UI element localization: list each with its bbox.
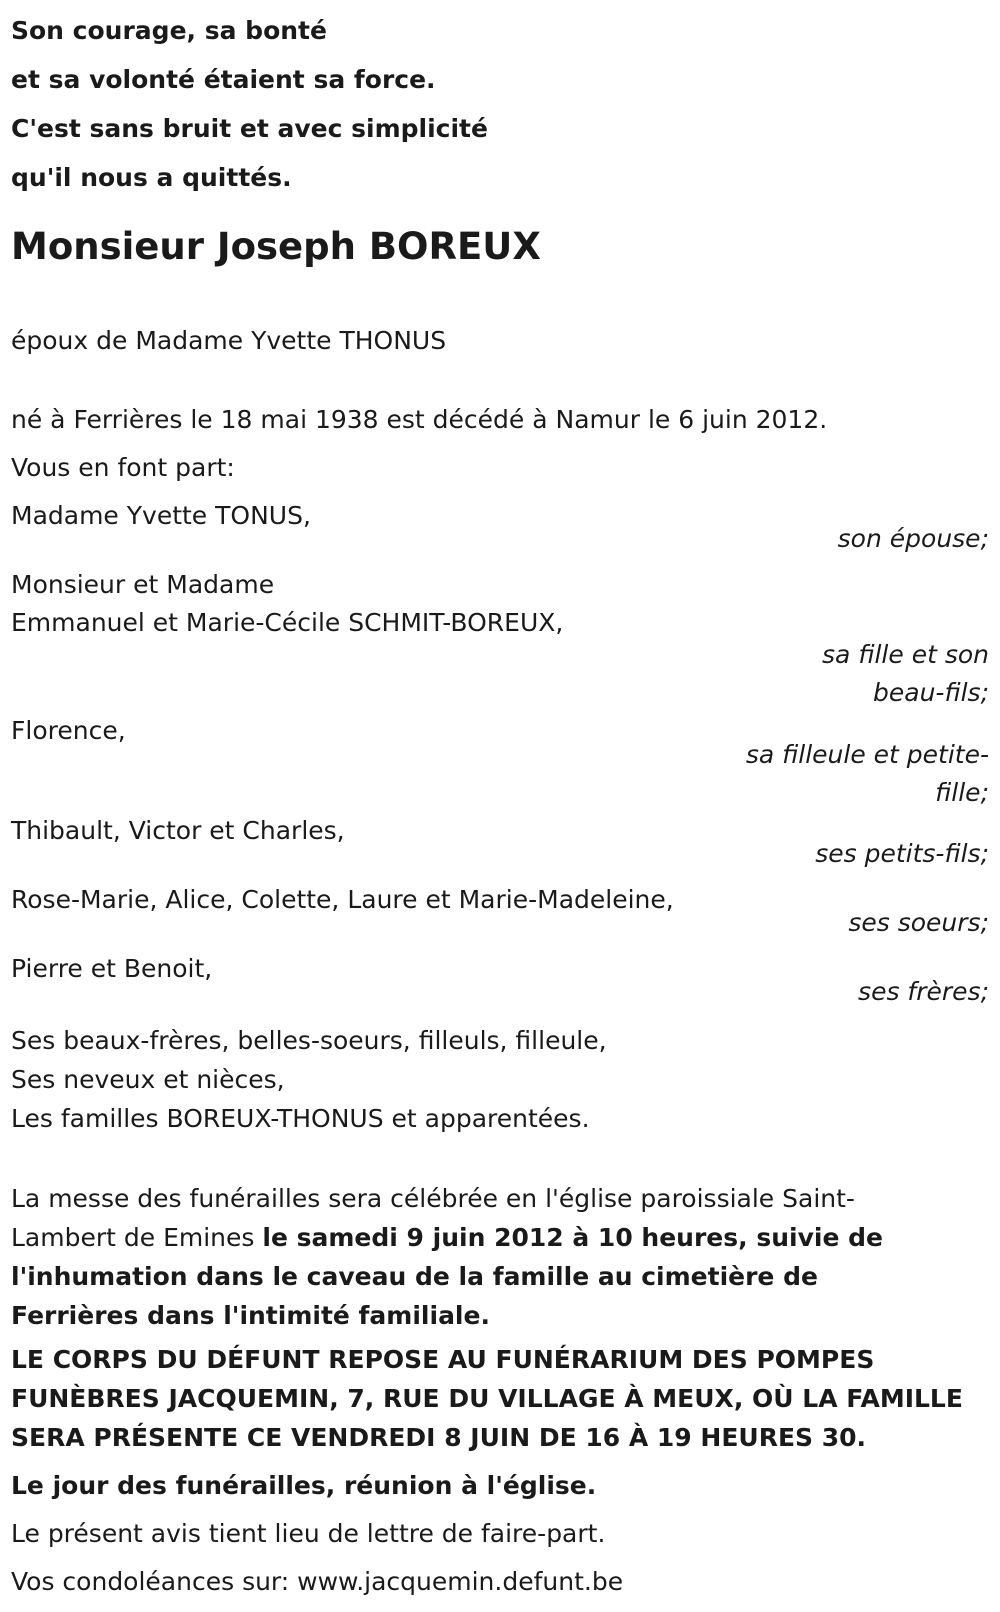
- relation-line: ses soeurs;: [848, 908, 989, 937]
- condolences-line: Vos condoléances sur: www.jacquemin.defunt.be: [11, 1567, 624, 1596]
- spouse-line: époux de Madame Yvette THONUS: [11, 326, 447, 355]
- epigraph: [11, 0, 989, 202]
- family-name-line: Monsieur et Madame: [11, 570, 275, 599]
- relation-line: ses petits-fils;: [815, 839, 989, 868]
- family-entry: [11, 812, 989, 873]
- family-entry: [11, 566, 989, 712]
- relation-line: sa fille et son: [822, 640, 989, 669]
- relation-line: ses frères;: [858, 977, 989, 1006]
- other-relatives-line: Les familles BOREUX-THONUS et apparentées.: [11, 1104, 590, 1133]
- relation-line: sa filleule et petite-: [745, 740, 989, 769]
- family-entry: [11, 950, 989, 1011]
- family-name-line: Madame Yvette TONUS,: [11, 501, 311, 530]
- epigraph-line: et sa volonté étaient sa force.: [11, 65, 436, 94]
- announce-line: Vous en font part:: [11, 453, 235, 482]
- family-entry: [11, 497, 989, 558]
- reunion-line: Le jour des funérailles, réunion à l'église.: [11, 1471, 597, 1500]
- family-name-line: Pierre et Benoit,: [11, 954, 213, 983]
- funeral-mass-paragraph: [11, 1179, 941, 1335]
- family-name-line: Emmanuel et Marie-Cécile SCHMIT-BOREUX,: [11, 608, 564, 637]
- family-names: [11, 566, 989, 642]
- family-entry: [11, 712, 989, 812]
- deceased-name: Monsieur Joseph BOREUX: [11, 225, 541, 268]
- family-name-line: Thibault, Victor et Charles,: [11, 816, 345, 845]
- funeral-home-paragraph: LE CORPS DU DÉFUNT REPOSE AU FUNÉRARIUM DES POMPES FUNÈBRES JACQUEMIN, 7, RUE DU VILLAGE À MEUX, OÙ LA FAMILLE SERA PRÉSENTE CE VENDREDI 8 JUIN DE 16 À 19 HEURES 30.: [11, 1345, 963, 1452]
- obituary-notice: [11, 0, 989, 1606]
- other-relatives: [11, 1021, 989, 1138]
- family-relation: [11, 736, 989, 812]
- birth-death-line: né à Ferrières le 18 mai 1938 est décédé à Namur le 6 juin 2012.: [11, 405, 828, 434]
- family-name-line: Florence,: [11, 716, 126, 745]
- epigraph-line: qu'il nous a quittés.: [11, 163, 292, 192]
- other-relatives-line: Ses beaux-frères, belles-soeurs, filleuls, filleule,: [11, 1026, 607, 1055]
- epigraph-line: C'est sans bruit et avec simplicité: [11, 114, 488, 143]
- other-relatives-line: Ses neveux et nièces,: [11, 1065, 285, 1094]
- family-entry: [11, 881, 989, 942]
- notice-line: Le présent avis tient lieu de lettre de faire-part.: [11, 1519, 606, 1548]
- relation-line: fille;: [935, 778, 989, 807]
- mass-date-text: le samedi 9 juin 2012 à 10 heures, suivie de l'inhumation dans le caveau de la famille au cimetière de Ferrières dans l'intimité familiale.: [11, 1223, 883, 1330]
- family-relation: [11, 636, 989, 712]
- family-name-line: Rose-Marie, Alice, Colette, Laure et Marie-Madeleine,: [11, 885, 674, 914]
- epigraph-line: Son courage, sa bonté: [11, 16, 327, 45]
- relation-line: beau-fils;: [873, 678, 989, 707]
- mass-text: La messe des funérailles sera célébrée en l'église paroissiale Saint-Lambert de Emines: [11, 1184, 855, 1252]
- relation-line: son épouse;: [837, 524, 989, 553]
